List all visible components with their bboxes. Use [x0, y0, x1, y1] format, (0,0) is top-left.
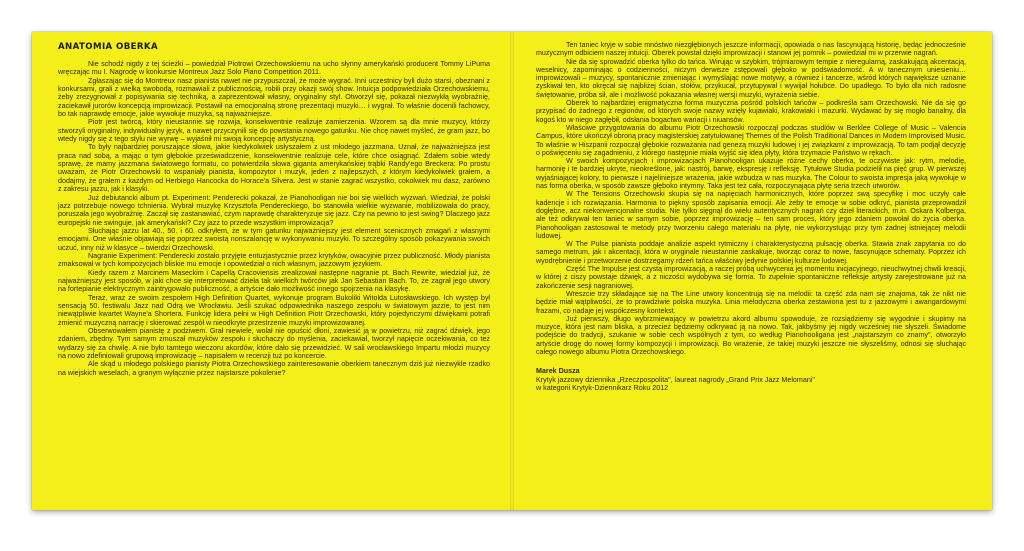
- author-name: Marek Dusza: [536, 367, 580, 376]
- paragraph: Ale skąd u młodego polskiego pianisty Piotra Orzechowskiego zainteresowanie oberkiem tanecznym dziś już niezwykle rzadko na wiejskich weselach, a granym wyłącznie przez najstarsze pokolenie?: [58, 360, 490, 377]
- paragraph: Już pierwszy, długo wybrzmiewający w powietrzu akord albumu spowoduje, że rozsiądziemy się wygodnie i skupimy na muzyce, która jest nam bliska, a przecież będziemy odkrywać ją na nowo. Tak, jakbyśmy jej nigdy wcześniej nie słyszeli. Świadome podejście do tradycji, szukanie w sobie cech wspólnych z tym, co według Pianohooligana jest „najstarszym co znamy", otworzyło artyście drogę do nowej formy kompozycji i improwizacji. Bo wrażenie, że takiej muzyki jeszcze nie słyszeliśmy, odnosi się słuchając całego nowego albumu Piotra Orzechowskiego.: [536, 314, 966, 356]
- booklet-spread: [32, 32, 992, 510]
- article-title: ANATOMIA OBERKA: [58, 42, 159, 52]
- paragraph: W The Pulse pianista poddaje analizie aspekt rytmiczny i charakterystyczną pulsację oberka. Stawia znak zapytania co do samego metrum, jak i akcentacji, która w oryginale nieustannie zaskakuje, tworząc coraz to nowe, fascynujące schematy. Poprzez ich wyodrębnienie i przetworzenie dostrzegamy rdzeń tańca właściwy jedynie polskiej kulturze ludowej.: [536, 240, 966, 265]
- paragraph: Nie schodź nigdy z tej ścieżki – powiedział Piotrowi Orzechowskiemu na ucho słynny amerykański producent Tommy LiPuma wręczając mu I. Nagrodę w konkursie Montreux Jazz Solo Piano Competition 2011.: [58, 60, 490, 77]
- paragraph: To były najbardziej poruszające słowa, jakie kiedykolwiek usłyszałem z ust młodego jazzmana. Uznał, że najważniejsza jest praca nad sobą, a mając o tym głębokie przeświadczenie, konsekwentnie realizuje cele, które chce osiągnąć. Zdałem sobie wtedy sprawę, że mamy jazzmana światowego formatu, co potwierdziła słowa gigantа amerykańskiej trąbki Randy'ego Breckera: Po prostu uważam, że Piotr Orzechowski to wspaniały pianista, kompozytor i muzyk, jeden z najlepszych, z którym kiedykolwiek grałem, a dodajmy, że grałem z każdym od Herbiego Hancocka do Horace'a Silvera. Jest w stanie zagrać wszystko, cokolwiek mu dasz, zarówno z zakresu jazzu, jak i klasyki.: [58, 143, 490, 194]
- paragraph: W The Tensions Orzechowski skupia się na napięciach harmonicznych, które poprzez swą specyfikę i moc uczyły całe kadencje i ich rozwiązania. Harmonia to piękny sposób zapisania emocji. Ale żeby te emocje w sobie odkryć, pianista przeprowadził dogłębne, acz niekonwencjonalne studia. Nie tylko sięgnął do wielu autentycznych nagrań czy dzieł literackich, m.in. Oskara Kolberga, ale też odkrywał ten taniec w samym sobie, poprzez improwizację – ten sam proces, który jego zdaniem powołał do życia oberka. Pianohooligan zastosował te metody przy tworzeniu całego materiału na płytę, nie wykorzystując przy tym żadnej istniejącej melodii ludowej.: [536, 190, 966, 240]
- paragraph: Część The Impulse jest czystą improwizacją, a raczej próbą uchwycenia jej momentu inicjacyjnego, nieuchwytnej chwili kreacji, w której z ciszy powstaje dźwięk, a z niczości wydobywa się forma. To zupełnie spontaniczne refleksje artysty zarejestrowane już na zakończenie sesji nagraniowej.: [536, 265, 966, 290]
- paragraph: Ten taniec kryje w sobie mnóstwo niezgłębionych jeszcze informacji, opowiada o nas fascynującą historię, będąc jednocześnie muzycznym odbiciem naszej intuicji. Oberek powstał dzięki improwizacji i stanowi jej pomnik – powiedział mi w przerwie nagrań.: [536, 41, 966, 58]
- paragraph: Piotr jest twórcą, który nieustannie się rozwija, konsekwentnie realizuje zamierzenia. Wzorem są dla mnie muzycy, którzy stworzyli oryginalny, indywidualny język, a nawet przyczynili się do powstania nowego gatunku. Nie chcę nawet myśleć, że gram jazz, bo wtedy nigdy się z tego stylu nie wyrwę – wyjaśnił mi swoją koncepcję artystyczną.: [58, 118, 490, 144]
- paragraph: Wreszcie trzy składające się na The Line utwory koncentrują się na melodii: ta część zda nam się znajoma, tak że nikt nie będzie miał wątpliwości, że to prawdziwie polska muzyka. Linia melodyczna oberka zestawiona jest tu z jazzowymi i awangardowymi frazami, co nadaje jej współczesny kontekst.: [536, 289, 966, 315]
- paragraph: Nagranie Experiment: Penderecki zostało przyjęte entuzjastycznie przez krytyków, owacyjnie przez publiczność. Młody pianista zmaksował w tych kompozycjach bliskie mu emocje i opowiedział o nich własnym, jazzowym językiem.: [58, 251, 490, 269]
- paragraph: Właściwe przygotowania do albumu Piotr Orzechowski rozpoczął podczas studiów w Berklee College of Music – Valencia Campus, które ukończył obroną pracy magisterskiej zatytułowanej Themes of the Polish Traditional Dances in Modern Improvised Music. To właśnie w Hiszpanii rozpoczął głębokie rozważania nad genezą muzyki ludowej i jej związkami z improwizacją. To tam podjął decyzję o poświęceniu się zagadnieniu, z którego następnie miała wyjść się idea płyty, która trzymacie Państwo w rękach.: [536, 123, 966, 157]
- right-page: [512, 32, 992, 510]
- paragraph: W swoich kompozycjach i improwizacjach Pianohooligan ukazuje różne cechy oberka, te oczywiste jak: rytm, melodię, harmonię i te bardziej ukryte, nieokreślone, jak: nastrój, barwę, ekspresję i refleksję. Tytułowe Studia podzielił na pięć grup. W pierwszej wyjaśniającej kolory, to pierwsze i najeliniejsze wrażenia, jakie wzbudza w nas muzyka. The Colour to swoista impresja jaką wywołuje w nas forma oberka, w sposób zawsze głęboko intymny. Taka jest też cała, rozpoczynająca płytę seria trzech utworów.: [536, 157, 966, 191]
- author-signature: [536, 367, 966, 392]
- paragraph: Nie da się sprowadzić oberka tylko do tańca. Wirując w szybkim, trójmiarowym tempie z nieregularną, zaskakującą akcentacją, weselnicy, zapominając o codzienności, niczym derwisze zstępowali głęboko w podświadomość. A w tanecznym uniesieniu… improwizowali – muzycy, spontanicznie zmieniając i wymyślając nowe motywy, a również i tancerze, wśród których największe uznanie zyskiwał ten, kto okręcał się najbliżej ścian, stołów, przykucał, przytupywał i wywijał hołubce. Do upadłego. To było dla nich radosne świętowanie, próba sił, ale i możliwość pokazania własnej wersji muzyki, wyrażenia siebie.: [536, 57, 966, 99]
- left-page: [32, 32, 512, 510]
- paragraph: Oberek to najbardziej enigmatyczna forma muzyczna pośród polskich tańców – podkreśla sam Orzechowski. Nie da się go przypisać do żadnego z regionów, od których swoje nazwy wzięły kujawiaki, krakowiaki i mazurki. Wydawać by się mogło banalny, dla kogoś kto w niego zagłębił, odsłania bogactwo wariacji i niuansów.: [536, 99, 966, 124]
- paragraph: Obserwowałem pianistę z podziwem. Grał niewiele, wolał nie opuścić dłoni, zawiesić ją w powietrzu, niż zagrać dźwięk, jego zdaniem, zbędny. Tym samym zmuszał muzyków zespołu i słuchaczy do myślenia, zaciekawiał, tworzył napięcie oczekiwania, co też wydarzy się za chwilę. A nie było tamtego wieczoru akordów, które dało się przewidzieć. W sali wrocławskiego Impartu młodzi muzycy na nowo zdefiniowali grupową improwizację – napisałem w recenzji tuż po koncercie.: [58, 327, 490, 361]
- author-award-category: w kategorii Krytyk-Dziennikarz Roku 2012: [536, 384, 669, 393]
- paragraph: Słuchając jazzu lat 40., 50. i 60. odkryłem, że w tym gatunku najważniejszy jest element scenicznych zmagań z własnymi emocjami. One właśnie objawiają się poprzez swoistą nonszalancję w wykonywaniu muzyki. To szczególny sposób pokazywania swoich uczuć, inny niż w klasyce – twierdzi Orzechowski.: [58, 226, 490, 252]
- paragraph: Teraz, wraz ze swoim zespołem High Definition Quartet, wykonuje program Bukoliki Witolda Lutosławskiego. Ich występ był sensacją 50. festiwalu Jazz nad Odrą we Wrocławiu. Jeśli szukać odpowiednika naszego zespołu w światowym jazzie, to jest nim niewątpliwie kwartet Wayne'a Shortera. Funkcję lidera pełni w High Definition Piotr Orzechowski, który pojedynczymi dźwiękami potrafi zmienić muzyczną narrację i skierować zespół w nieodkryte przestrzenie muzyki improwizowanej.: [58, 293, 490, 327]
- paragraph: Zgłaszając się do Montreux nasz pianista nawet nie przypuszczał, że może wygrać. Inni uczestnicy byli dużo starsi, obeznani z konkursami, grali z wielką swobodą, rozmawiali z publicznością, robili przy okazji swój show. Intuicja podpowiedziała Orzechowskiemu, żeby zrezygnował z popisywania się techniką, a zaprezentował własny, oryginalny styl. Otworzył się, pokazał niezwykłą wyobraźnię, zaciekawił jurorów koncepcją improwizacji. Postawił na emocjonalną stronę prezentacji muzyki… i wygrał. To właśnie docenili fachowcy, bo tak naprawdę emocje, jakie wywołuje muzyka, są najważniejsze.: [58, 76, 490, 119]
- author-credentials: Krytyk jazzowy dziennika „Rzeczpospolita", laureat nagrody „Grand Prix Jazz Melomani": [536, 375, 815, 384]
- paragraph: Kiedy razem z Marcinem Maseckim i Capellą Cracoviensis zrealizował następne nagranie pt. Bach Rewrite, wiedział już, że najważniejszy jest sposób, w jaki chce się interpretować dzieła tak wielkich twórców jak Jan Sebastian Bach. To, że zagrał jego utwory na fortepianie elektrycznym zaintrygowało publiczność, a artyście dało możliwość innego spojrzenia na klasykę.: [58, 268, 490, 294]
- paragraph: Już debiutancki album pt. Experiment: Penderecki pokazał, że Pianohooligan nie boi się wielkich wyzwań. Wiedział, że polski jazz potrzebuje nowego tchnienia. Wybrał muzykę Krzysztofa Pendereckiego, bo stanowiła wielkie wyzwanie, mobilizowała do pracy, poruszała jego wyobraźnię. Zaczął się zastanawiać, czym naprawdę charakteryzuje się jazz. Czy na pewno to jest swing? Dlaczego jazz europejski nie swinguje, jak amerykański? Czy jazz to przede wszystkim improwizacja?: [58, 193, 490, 227]
